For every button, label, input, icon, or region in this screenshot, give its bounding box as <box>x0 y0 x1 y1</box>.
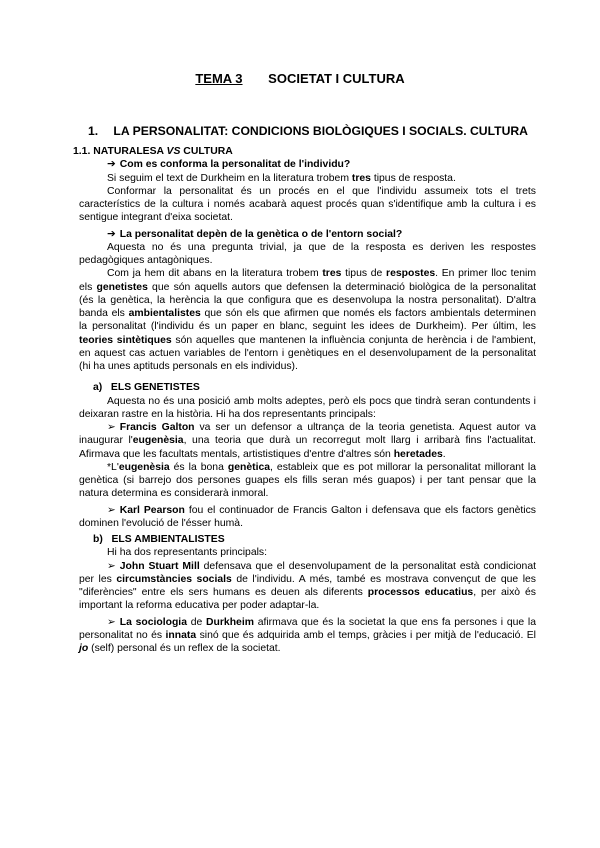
question-2: ➔ La personalitat depèn de la genètica o de l'entorn social? <box>107 228 403 240</box>
paragraph: Si seguim el text de Durkheim en la literatura trobem tres tipus de resposta. <box>107 172 456 184</box>
paragraph: Conformar la personalitat és un procés en el que l'individu assumeix tots el trets característics de la cultura i només acabarà aquest procés quan s'identifique amb la cultura i es sentigue integrant d'eixa societat. <box>79 185 536 224</box>
question-1: ➔ Com es conforma la personalitat de l'individu? <box>107 159 351 171</box>
page-title <box>0 71 600 86</box>
paragraph: *L'eugenèsia és la bona genètica, estableix que es pot millorar la personalitat millorant la genètica (si barrejo dos persones guapes els fills seran més guapos) i per tant pensar que la natura determina es considerarà inmoral. <box>79 461 536 500</box>
section-number: 1. <box>88 124 99 138</box>
subsection-heading-1-1: 1.1. NATURALESA VS CULTURA <box>73 146 233 157</box>
document-body <box>73 145 537 655</box>
paragraph: Com ja hem dit abans en la literatura trobem tres tipus de respostes. En primer lloc tenim els genetistes que són aquells autors que defensen la determinació biològica de la personalitat (és la genètica, la herència la que configura que es desenvolupa la nostra personalitat). D'altra banda els ambientalistes que són els que afirmen que només els factors ambientals determinen la personalitat (l'individu és un paper en blanc, seguint les idees de Durkheim). Per últim, les teories sintètiques són aquelles que mantenen la influència conjunta de herència i de l'ambient, en aquest cas actuen variables de l'entorn i genètiques en el desenvolupament de la personalitat (hi ha unes aptituds personals en els individus). <box>79 268 537 372</box>
section-heading-1 <box>88 124 528 138</box>
bullet-arrow-icon: ➢ <box>107 504 116 516</box>
paragraph: Aquesta no és una pregunta trivial, ja que de la resposta es deriven les respostes pedagògiques antagòniques. <box>79 241 536 266</box>
bullet-arrow-icon: ➢ <box>107 422 116 433</box>
section-title: LA PERSONALITAT: CONDICIONS BIOLÒGIQUES I SOCIALS. CULTURA <box>113 124 528 138</box>
section-b-heading: b) ELS AMBIENTALISTES <box>93 534 225 545</box>
arrow-right-icon: ➔ <box>107 228 116 240</box>
list-item: ➢ John Stuart Mill defensava que el desenvolupament de la personalitat està condicionat per les circumstàncies socials de l'individu. A més, també es mostrava convençut de que les "diferències" entre els sers humans es deuen als diferents processos educatius, per això és important la reforma educativa per poder adaptar-la. <box>79 560 536 612</box>
bullet-arrow-icon: ➢ <box>107 616 116 628</box>
list-item: ➢ Karl Pearson fou el continuador de Francis Galton i defensava que els factors genètics dominen l'evolució de l'ésser humà. <box>79 504 536 529</box>
title-text: SOCIETAT I CULTURA <box>268 71 405 86</box>
paragraph: Hi ha dos representants principals: <box>107 547 267 559</box>
title-number: TEMA 3 <box>195 71 243 86</box>
list-item: ➢ Francis Galton va ser un defensor a ultrança de la teoria genetista. Aquest autor va inaugurar l'eugenèsia, una teoria que durà un recorregut molt llarg i arribarà fins l'actualitat. Afirmava que les facultats mentals, artististiques d'entre d'altres són heretades. <box>79 422 537 460</box>
section-a-heading: a) ELS GENETISTES <box>93 382 200 394</box>
list-item: ➢ La sociologia de Durkheim afirmava que és la societat la que ens fa persones i que la personalitat no és innata sinó que és adquirida amb el temps, gràcies i per mitjà de l'educació. El jo (self) personal és un reflex de la societat. <box>79 616 536 654</box>
paragraph: Aquesta no és una posició amb molts adeptes, però els pocs que tindrà seran contundents i deixaran rastre en la història. Hi ha dos representants principals: <box>79 395 536 420</box>
bullet-arrow-icon: ➢ <box>107 560 116 572</box>
arrow-right-icon: ➔ <box>107 159 116 171</box>
